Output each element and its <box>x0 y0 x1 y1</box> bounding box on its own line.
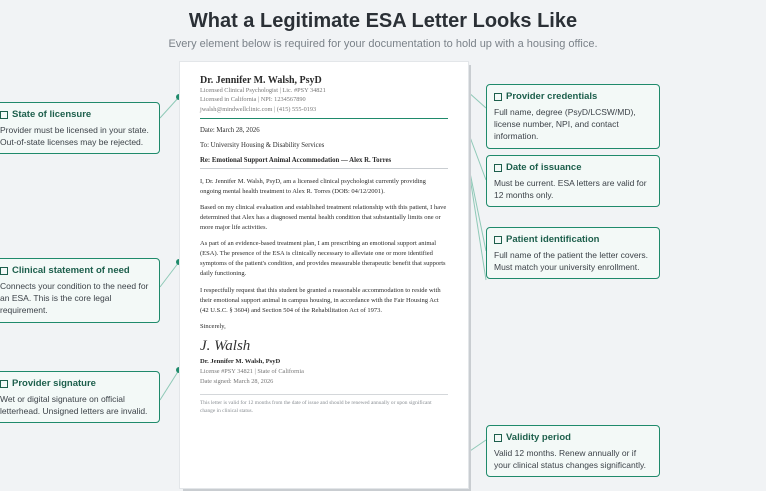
callout-clinical-statement <box>0 258 160 323</box>
letter-closing: Sincerely, <box>200 322 226 330</box>
letterhead-contact: jwalsh@mindwellclinic.com | (415) 555-0193 <box>200 105 317 113</box>
callout-body: Valid 12 months. Renew annually or if your clinical status changes significantly. <box>494 447 646 471</box>
callout-title: Provider signature <box>12 378 96 389</box>
callout-validity-period <box>486 425 660 477</box>
letterhead-divider <box>200 118 448 119</box>
signer-name: Dr. Jennifer M. Walsh, PsyD <box>200 357 281 365</box>
callout-body: Provider must be licensed in your state. Out-of-state licenses may be rejected. <box>0 124 149 148</box>
user-icon <box>494 236 502 244</box>
letter-recipient: To: University Housing & Disability Services <box>200 142 325 150</box>
map-pin-icon <box>0 111 8 119</box>
clipboard-icon <box>0 267 8 275</box>
page-subtitle: Every element below is required for your documentation to hold up with a housing office. <box>168 38 598 50</box>
callout-body: Full name, degree (PsyD/LCSW/MD), license number, NPI, and contact information. <box>494 106 636 142</box>
callout-state-of-licensure <box>0 102 160 154</box>
clock-icon <box>494 434 502 442</box>
callout-title: Date of issuance <box>506 162 582 173</box>
id-card-icon <box>494 93 502 101</box>
callout-title: Validity period <box>506 432 571 443</box>
letterhead-credentials: Licensed Clinical Psychologist | Lic. #PSY 34821 <box>200 87 326 94</box>
esa-letter <box>180 62 468 488</box>
callout-body: Must be current. ESA letters are valid for 12 months only. <box>494 177 647 201</box>
callout-body: Full name of the patient the letter covers. Must match your university enrollment. <box>494 249 649 273</box>
letter-paragraph-evaluation: Based on my clinical evaluation and established treatment relationship with this patient, I have determined that Alex has a diagnosed mental health condition that substantially limits one or more major life activities. <box>200 204 447 232</box>
letterhead-provider-name: Dr. Jennifer M. Walsh, PsyD <box>200 75 322 86</box>
letter-paragraph-prescription: As part of an evidence-based treatment plan, I am prescribing an emotional support animal (ESA). The presence of the ESA is clinically necessary to alleviate one or more identified symptoms of the patient's condition, and provides measurable therapeutic benefit that supports daily functioning. <box>200 240 446 278</box>
signer-date: Date signed: March 28, 2026 <box>200 377 274 385</box>
letter-footer-validity: This letter is valid for 12 months from the date of issue and should be renewed annually or upon significant change in clinical status. <box>200 399 432 414</box>
footer-divider <box>200 394 448 395</box>
calendar-icon <box>494 164 502 172</box>
pen-icon <box>0 380 8 388</box>
letter-subject: Re: Emotional Support Animal Accommodation — Alex R. Torres <box>200 156 392 164</box>
signature-image: J. Walsh <box>200 337 251 354</box>
callout-title: Provider credentials <box>506 91 598 102</box>
letter-date: Date: March 28, 2026 <box>200 127 260 135</box>
page-title: What a Legitimate ESA Letter Looks Like <box>188 10 578 32</box>
letterhead-license-npi: Licensed in California | NPI: 1234567890 <box>200 96 306 104</box>
callout-title: Patient identification <box>506 234 600 245</box>
callout-date-of-issuance <box>486 155 660 207</box>
letter-paragraph-request: I respectfully request that this student be granted a reasonable accommodation to reside with their emotional support animal in campus housing, in accordance with the Fair Housing Act (42 U.S.C. § 3604) and Section 504 of the Rehabilitation Act of 1973. <box>200 286 441 314</box>
callout-provider-signature <box>0 371 160 423</box>
signer-license: License #PSY 34821 | State of California <box>200 367 304 375</box>
callout-body: Connects your condition to the need for an ESA. This is the core legal requirement. <box>0 280 149 316</box>
callout-body: Wet or digital signature on official letterhead. Unsigned letters are invalid. <box>0 393 148 417</box>
callout-title: Clinical statement of need <box>12 265 130 276</box>
callout-title: State of licensure <box>12 109 92 120</box>
subject-divider <box>200 168 448 169</box>
callout-patient-identification <box>486 227 660 279</box>
callout-provider-credentials <box>486 84 660 149</box>
letter-paragraph-patient: I, Dr. Jennifer M. Walsh, PsyD, am a licensed clinical psychologist currently providing ongoing mental health treatment to Alex R. Torres (DOB: 04/12/2001). <box>200 177 426 196</box>
